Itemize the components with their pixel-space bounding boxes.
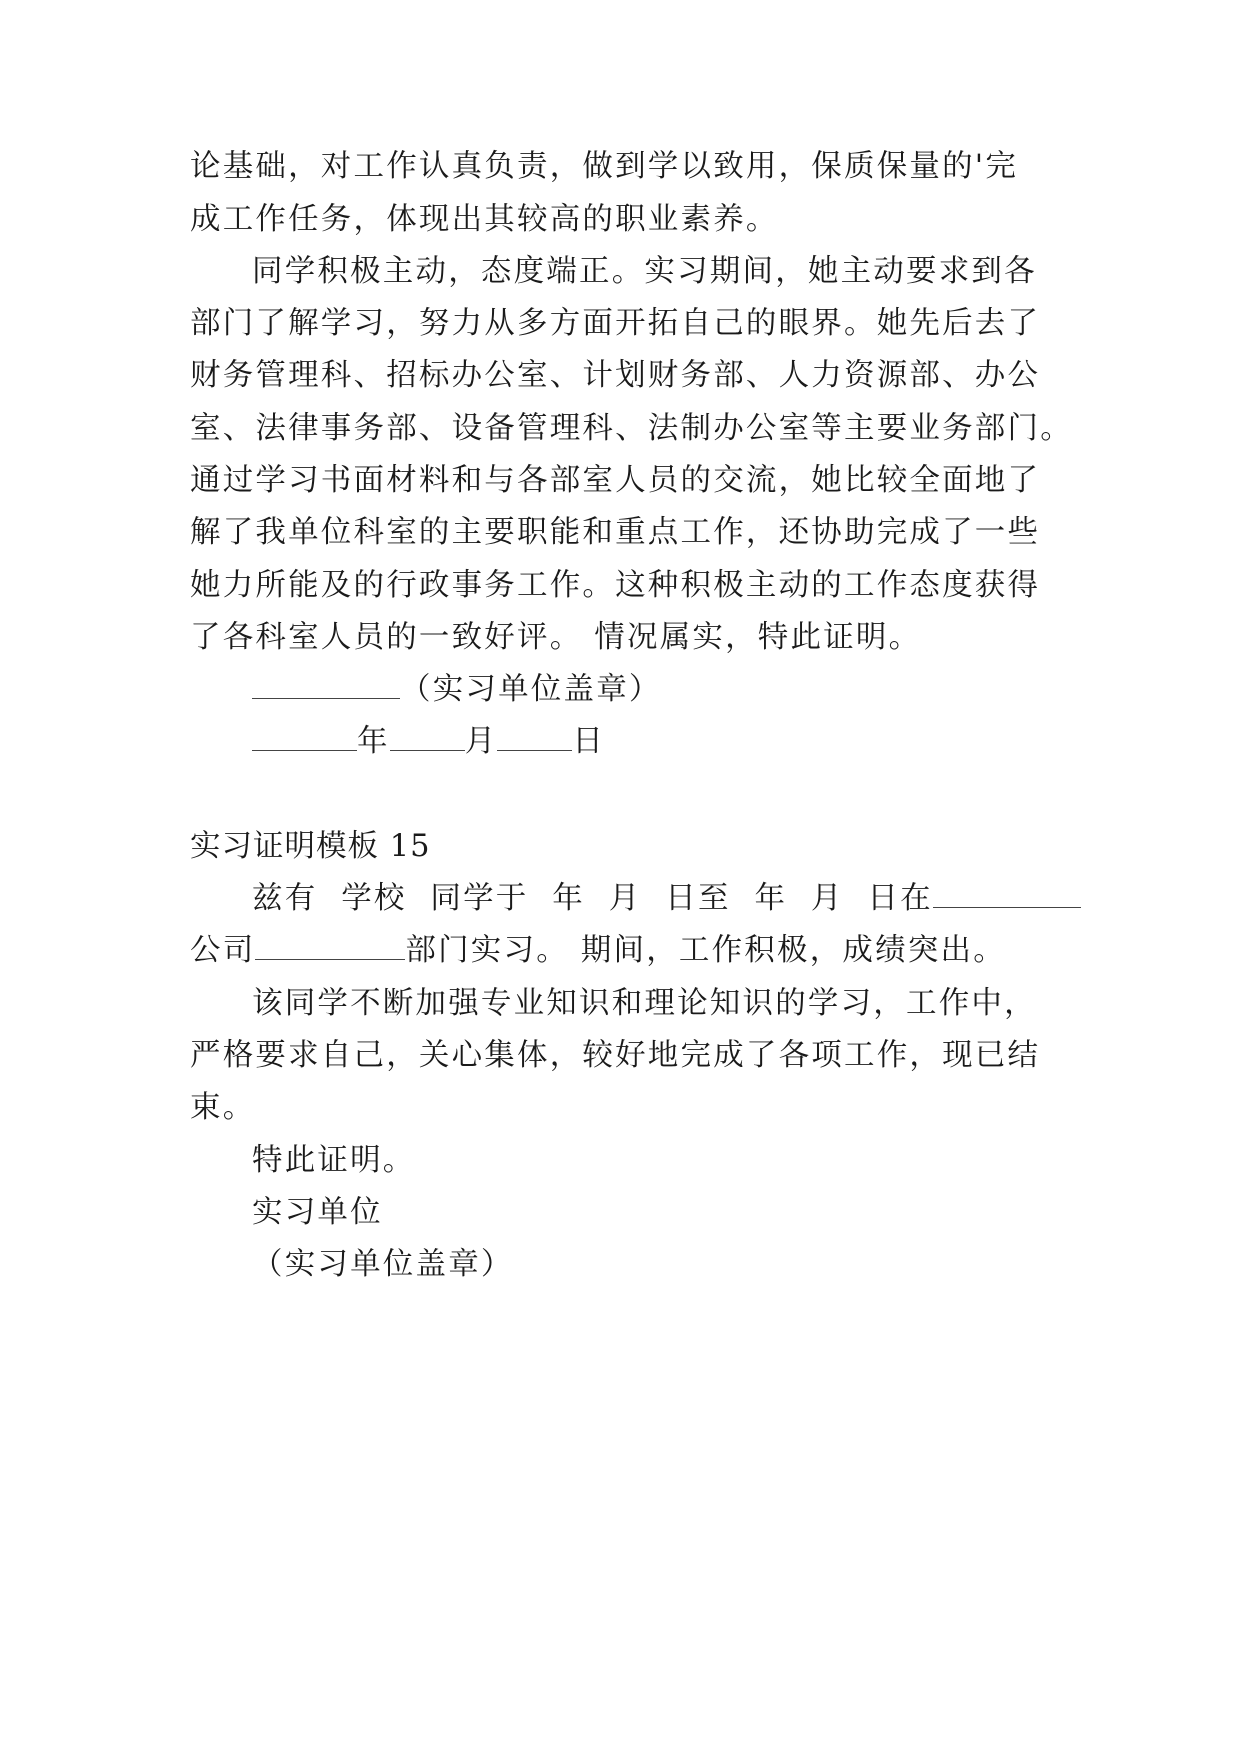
unit-label: 实习单位 [252,1195,383,1230]
seal-label: （实习单位盖章） [400,672,662,707]
section-title: 实习证明模板 15 [190,829,431,864]
line-text: 公司 [190,933,256,968]
line-text: 部门实习。 期间，工作积极，成绩突出。 [405,933,1006,968]
paragraph-line: 她力所能及的行政事务工作。这种积极主动的工作态度获得 [190,568,1041,603]
closing-line: 特此证明。 [252,1143,416,1178]
paragraph-line: 同学积极主动，态度端正。实习期间，她主动要求到各 [252,254,1037,289]
year-blank [252,724,357,751]
blank-underline [252,672,400,699]
paragraph-line: 该同学不断加强专业知识和理论知识的学习，工作中， [252,986,1037,1021]
line-text: 兹有 学校 同学于 年 月 日至 年 月 日在 [252,881,933,916]
department-blank [255,933,405,960]
company-blank [933,881,1081,908]
seal-label: （实习单位盖章） [252,1247,514,1282]
paragraph-line: 严格要求自己，关心集体，较好地完成了各项工作，现已结 [190,1038,1041,1073]
paragraph-line [190,931,1006,971]
month-blank [390,724,465,751]
day-label: 日 [572,724,606,759]
paragraph-line: 部门了解学习，努力从多方面开拓自己的眼界。她先后去了 [190,306,1041,341]
paragraph-line: 财务管理科、招标办公室、计划财务部、人力资源部、办公 [190,358,1041,393]
day-blank [497,724,572,751]
paragraph-line: 解了我单位科室的主要职能和重点工作，还协助完成了一些 [190,515,1041,550]
month-label: 月 [464,724,498,759]
paragraph-line: 束。 [190,1090,256,1125]
paragraph-line: 成工作任务，体现出其较高的职业素养。 [190,202,779,237]
paragraph-line: 室、法律事务部、设备管理科、法制办公室等主要业务部门。 [190,411,1073,446]
paragraph-line: 通过学习书面材料和与各部室人员的交流，她比较全面地了 [190,463,1041,498]
year-label: 年 [357,724,390,759]
paragraph-line [252,879,1081,919]
paragraph-line: 论基础，对工作认真负责，做到学以致用，保质保量的'完 [190,149,1019,184]
date-line [252,722,605,762]
paragraph-line: 了各科室人员的一致好评。 情况属实，特此证明。 [190,620,922,655]
seal-line [252,670,662,710]
